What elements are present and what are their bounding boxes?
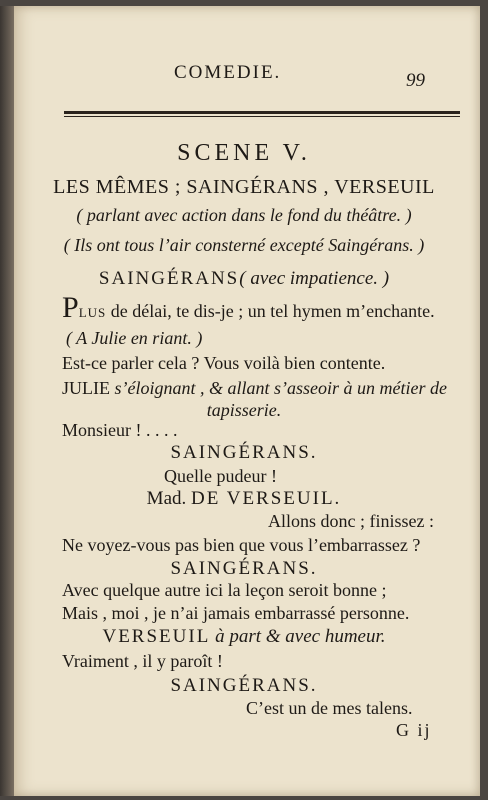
cast-list: LES MÊMES ; SAINGÉRANS , VERSEUIL: [53, 176, 435, 198]
speaker-name: SAINGÉRANS: [98, 268, 240, 289]
speaker-name: DE VERSEUIL.: [191, 488, 342, 509]
stage-direction: tapisserie.: [206, 400, 282, 420]
speaker-line: [62, 378, 447, 399]
verse-line: C’est un de mes talens.: [246, 698, 413, 718]
stage-direction: ( parlant avec action dans le fond du théâtre. ): [76, 205, 412, 225]
header-rule: [64, 111, 460, 117]
verse-line: Vraiment , il y paroît !: [62, 651, 223, 671]
speaker-prefix: Mad.: [146, 488, 187, 509]
verse-line: [62, 291, 435, 324]
speaker-name: VERSEUIL: [102, 626, 211, 647]
speaker-name: SAINGÉRANS.: [170, 442, 318, 463]
stage-direction: ( avec impatience. ): [239, 268, 390, 289]
drop-cap: P: [62, 291, 79, 324]
verse-line: Avec quelque autre ici la leçon seroit bonne ;: [62, 580, 387, 600]
speaker-line: [0, 626, 488, 648]
speaker-line: [0, 268, 488, 290]
speaker-line: [0, 488, 488, 510]
small-caps: LUS: [78, 305, 107, 320]
running-title: COMEDIE.: [174, 62, 282, 83]
speaker-name: SAINGÉRANS.: [170, 675, 318, 696]
verse-line: Mais , moi , je n’ai jamais embarrassé personne.: [62, 603, 410, 623]
verse-line: Quelle pudeur !: [164, 466, 277, 486]
stage-direction: à part & avec humeur.: [210, 626, 386, 647]
speaker-name: JULIE: [62, 378, 110, 398]
stage-direction: ( Ils ont tous l’air consterné excepté Saingérans. ): [63, 235, 425, 255]
signature-mark: G ij: [396, 720, 432, 740]
page-number: 99: [406, 70, 425, 91]
scene-title: SCENE V.: [177, 140, 311, 166]
verse-text: de délai, te dis-je ; un tel hymen m’enchante.: [106, 301, 435, 321]
speaker-name: SAINGÉRANS.: [170, 558, 318, 579]
stage-direction: s’éloignant , & allant s’asseoir à un métier de: [110, 378, 447, 398]
stage-direction: ( A Julie en riant. ): [66, 328, 203, 348]
verse-line: Est-ce parler cela ? Vous voilà bien contente.: [62, 353, 386, 373]
verse-line: Ne voyez-vous pas bien que vous l’embarrassez ?: [62, 535, 421, 555]
verse-line: Monsieur ! . . . .: [62, 420, 178, 440]
verse-line: Allons donc ; finissez :: [268, 511, 434, 531]
